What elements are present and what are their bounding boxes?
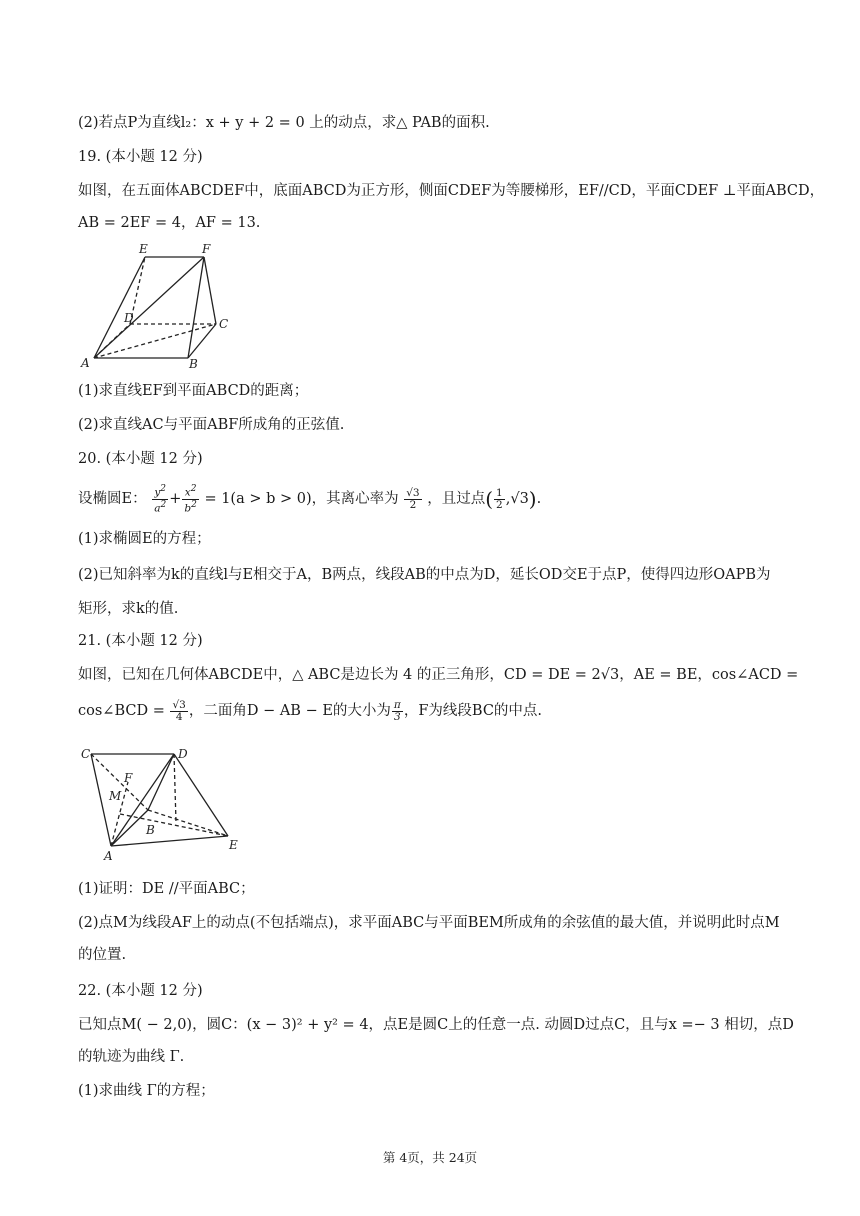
fig19-label-d: D xyxy=(124,311,134,325)
q21-part2-line1: (2)点M为线段AF上的动点(不包括端点)，求平面ABC与平面BEM所成角的余弦值的最大值，并说明此时点M xyxy=(78,915,780,931)
q22-part1: (1)求曲线 Γ的方程； xyxy=(78,1083,215,1099)
q20-point-y: √3 xyxy=(510,491,529,507)
q19-part1: (1)求直线EF到平面ABCD的距离； xyxy=(78,383,309,399)
q22-stem-line1: 已知点M( − 2,0)，圆C：(x − 3)² + y² = 4，点E是圆C上的任意一点. 动圆D过点C，且与x =− 3 相切，点D xyxy=(78,1017,794,1033)
q21-figure xyxy=(76,742,246,864)
q21-angle-value: $\frac{\pi}{3}$ xyxy=(393,698,401,723)
q20-point-x: $\frac{1}{2}$ xyxy=(496,486,503,511)
q20-part2-line2: 矩形，求k的值. xyxy=(78,601,179,617)
fig21-label-c: C xyxy=(81,747,91,761)
fig19-label-e: E xyxy=(139,242,148,256)
q20-ellipse-term-y: $\frac{y^2}{a^2}$ xyxy=(154,484,167,514)
fig21-label-e: E xyxy=(229,838,238,852)
q21-stem-line2-a: cos∠BCD = xyxy=(78,703,165,719)
fig19-label-b: B xyxy=(189,357,198,370)
q19-header: 19. (本小题 12 分) xyxy=(78,149,203,165)
fig19-label-a: A xyxy=(81,356,90,370)
q19-stem-line1: 如图，在五面体ABCDEF中，底面ABCD为正方形，侧面CDEF为等腰梯形，EF//CD，平面CDEF ⊥平面ABCD， xyxy=(78,183,825,199)
q22-stem-line2: 的轨迹为曲线 Γ. xyxy=(78,1049,185,1065)
q20-part2-line1: (2)已知斜率为k的直线l与E相交于A，B两点，线段AB的中点为D，延长OD交E于点P，使得四边形OAPB为 xyxy=(78,567,771,583)
q19-stem-line2: AB = 2EF = 4，AF = 13. xyxy=(78,215,261,231)
fig21-label-f: F xyxy=(124,771,133,785)
q21-cos-value: $\frac{√3}{4}$ xyxy=(172,698,186,723)
q21-part2-line2: 的位置. xyxy=(78,947,127,963)
q21-stem-line2-c: ，F为线段BC的中点. xyxy=(403,703,543,719)
page-footer: 第 4页，共 24页 xyxy=(382,1150,478,1165)
q22-header: 22. (本小题 12 分) xyxy=(78,983,203,999)
q19-figure xyxy=(80,240,240,370)
fig19-label-c: C xyxy=(219,317,229,331)
q19-part2: (2)求直线AC与平面ABF所成角的正弦值. xyxy=(78,417,345,433)
q20-stem-after-ecc: ，且过点 xyxy=(427,491,486,507)
fig21-label-d: D xyxy=(178,747,188,761)
q20-stem-mid: = 1(a > b > 0)，其离心率为 xyxy=(204,491,399,507)
q20-stem-prefix: 设椭圆E： xyxy=(78,491,147,507)
q20-eccentricity: $\frac{√3}{2}$ xyxy=(406,486,420,511)
q21-part1: (1)证明：DE //平面ABC； xyxy=(78,881,255,897)
q18-part2: (2)若点P为直线l₂：x + y + 2 = 0 上的动点，求△ PAB的面积. xyxy=(78,115,490,131)
q21-stem-line1: 如图，已知在几何体ABCDE中，△ ABC是边长为 4 的正三角形，CD = DE = 2√3，AE = BE，cos∠ACD = xyxy=(78,667,799,683)
q20-header: 20. (本小题 12 分) xyxy=(78,451,203,467)
fig19-label-f: F xyxy=(202,242,211,256)
q21-header: 21. (本小题 12 分) xyxy=(78,633,203,649)
q20-stem: 设椭圆E： $\frac{y^2}{a^2}$ + $\frac{x^2}{b^2}$ = 1(a > b > 0)，其离心率为 $\frac{√3}{2}$ ，且过点( $\frac{1}{2}$ ,√3). xyxy=(78,484,542,514)
fig21-label-a: A xyxy=(104,849,113,863)
fig21-label-b: B xyxy=(146,823,155,837)
fig21-label-m: M xyxy=(109,789,122,803)
q20-ellipse-term-x: $\frac{x^2}{b^2}$ xyxy=(184,484,197,514)
q20-part1: (1)求椭圆E的方程； xyxy=(78,531,211,547)
q21-stem-line2 xyxy=(78,696,542,726)
q20-stem-end: . xyxy=(536,491,542,507)
q21-stem-line2-b: ，二面角D − AB − E的大小为 xyxy=(188,703,391,719)
